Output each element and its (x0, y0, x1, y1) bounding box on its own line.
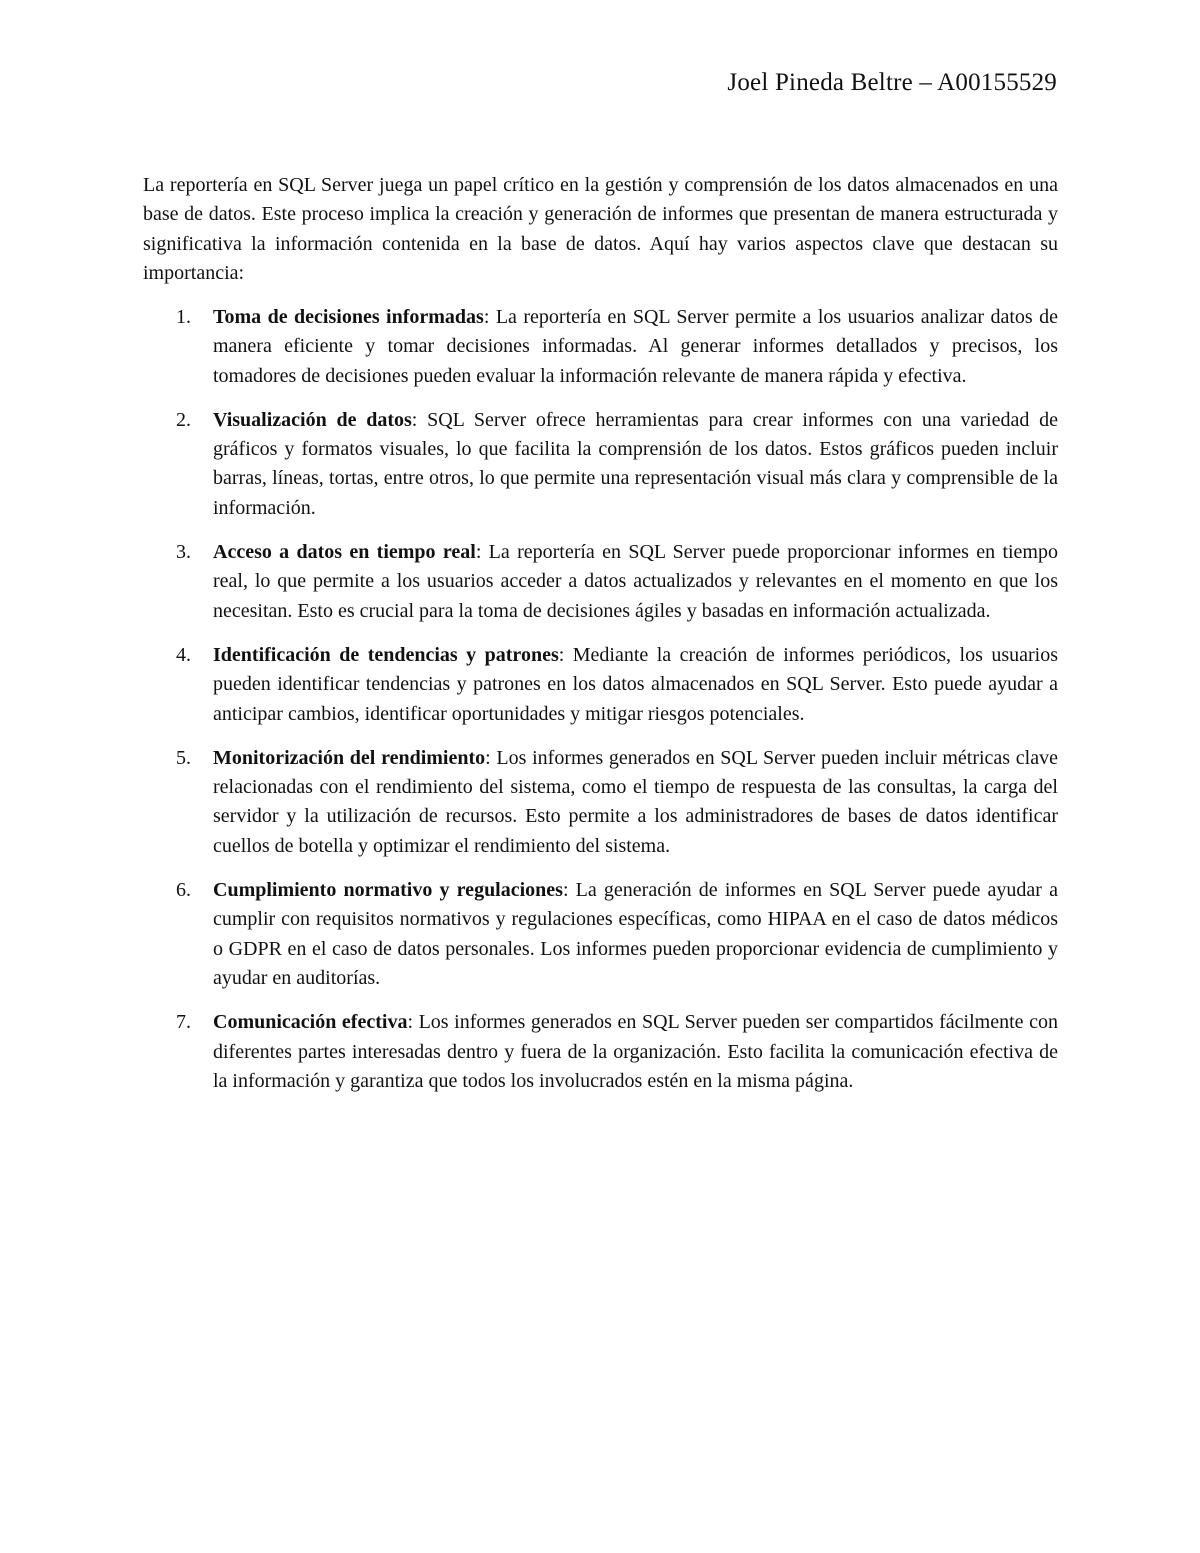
list-item-term: Toma de decisiones informadas (213, 306, 484, 328)
list-item-text: : La generación de informes en SQL Server puede ayudar a cumplir con requisitos normativos y regulaciones específicas, como HIPAA en el caso de datos médicos o GDPR en el caso de datos personales. Los informes pueden proporcionar evidencia de cumplimiento y ayudar en auditorías. (213, 879, 1058, 989)
author-header: Joel Pineda Beltre – A00155529 (727, 69, 1057, 96)
list-item-number: 2. (176, 408, 191, 431)
intro-paragraph: La reportería en SQL Server juega un papel crítico en la gestión y comprensión de los datos almacenados en una base de datos. Este proceso implica la creación y generación de informes que presentan de manera estructurada y significativa la información contenida en la base de datos. Aquí hay varios aspectos clave que destacan su importancia: (143, 174, 1058, 284)
list-item-number: 3. (176, 541, 191, 564)
importance-list (143, 303, 1058, 1111)
list-item-number: 7. (176, 1011, 191, 1034)
list-item-term: Acceso a datos en tiempo real (213, 541, 476, 564)
list-item-term: Comunicación efectiva (213, 1011, 408, 1034)
list-item (143, 538, 1058, 626)
list-item-term: Identificación de tendencias y patrones (213, 643, 559, 666)
list-item-number: 4. (176, 643, 191, 666)
list-item (143, 406, 1058, 523)
list-item-number: 6. (176, 879, 191, 902)
list-item-text: : Los informes generados en SQL Server pueden ser compartidos fácilmente con diferentes partes interesadas dentro y fuera de la organización. Esto facilita la comunicación efectiva de la información y garantiza que todos los involucrados estén en la misma página. (213, 1011, 1058, 1092)
list-item (143, 641, 1058, 729)
list-item (143, 744, 1058, 861)
list-item-text: : La reportería en SQL Server puede proporcionar informes en tiempo real, lo que permite a los usuarios acceder a datos actualizados y relevantes en el momento en que los necesitan. Esto es crucial para la toma de decisiones ágiles y basadas en información actualizada. (213, 541, 1058, 622)
list-item-term: Visualización de datos (213, 408, 412, 431)
list-item-text: : SQL Server ofrece herramientas para crear informes con una variedad de gráficos y formatos visuales, lo que facilita la comprensión de los datos. Estos gráficos pueden incluir barras, líneas, tortas, entre otros, lo que permite una representación visual más clara y comprensible de la información. (213, 408, 1058, 519)
list-item-number: 1. (176, 306, 191, 328)
list-item-text: : Mediante la creación de informes periódicos, los usuarios pueden identificar tendencias y patrones en los datos almacenados en SQL Server. Esto puede ayudar a anticipar cambios, identificar oportunidades y mitigar riesgos potenciales. (213, 643, 1058, 725)
list-item-text: : Los informes generados en SQL Server pueden incluir métricas clave relacionadas con el rendimiento del sistema, como el tiempo de respuesta de las consultas, la carga del servidor y la utilización de recursos. Esto permite a los administradores de bases de datos identificar cuellos de botella y optimizar el rendimiento del sistema. (213, 746, 1058, 857)
list-item-text: : La reportería en SQL Server permite a los usuarios analizar datos de manera eficiente y tomar decisiones informadas. Al generar informes detallados y precisos, los tomadores de decisiones pueden evaluar la información relevante de manera rápida y efectiva. (213, 306, 1058, 387)
list-item-term: Cumplimiento normativo y regulaciones (213, 879, 563, 902)
list-item (143, 876, 1058, 993)
list-item (143, 303, 1058, 391)
list-item-number: 5. (176, 746, 191, 769)
list-item-term: Monitorización del rendimiento (213, 746, 486, 769)
list-item (143, 1008, 1058, 1096)
